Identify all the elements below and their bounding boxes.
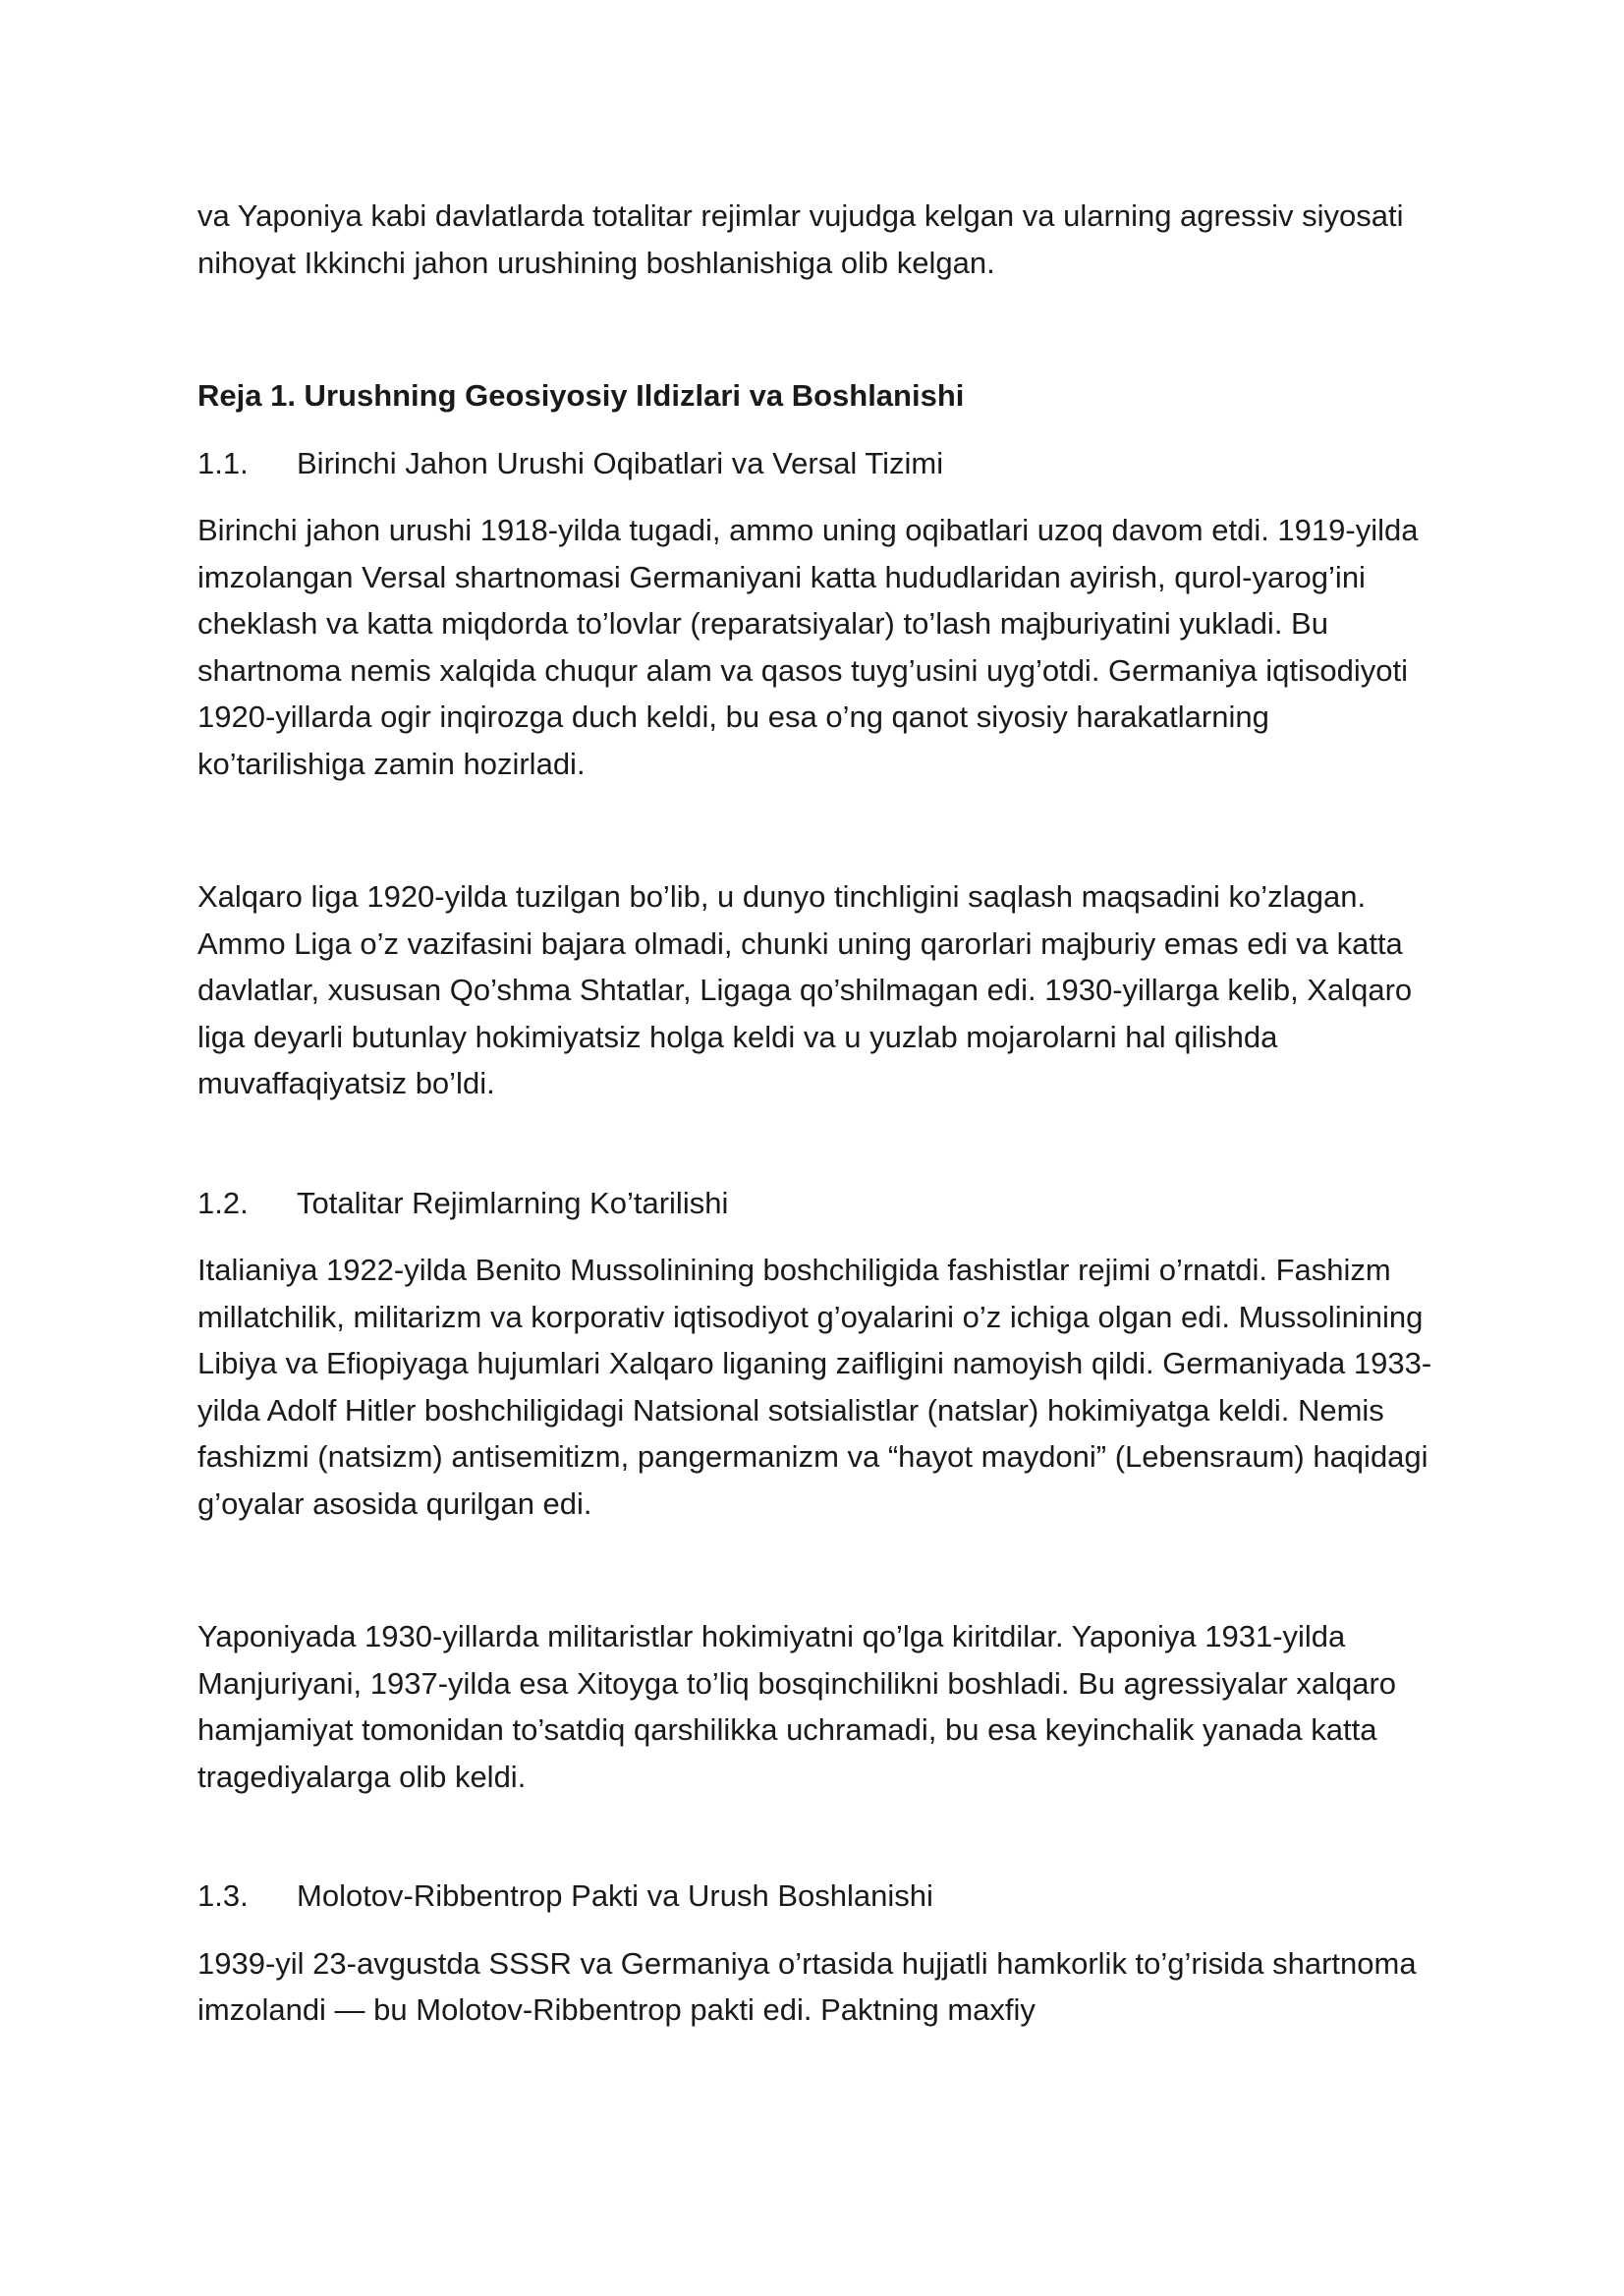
paragraph: Italianiya 1922-yilda Benito Mussolinining boshchiligida fashistlar rejimi o’rnatdi. Fashizm millatchilik, militarizm va korporativ iqtisodiyot g’oyalarini o’z ichiga olgan edi. Mussolinining Libiya va Efiopiyaga hujumlari Xalqaro liganing zaifligini namoyish qildi. Germaniyada 1933-yilda Adolf Hitler boshchiligidagi Natsional sotsialistlar (natslar) hokimiyatga keldi. Nemis fashizmi (natsizm) antisemitizm, pangermanizm va “hayot maydoni” (Lebensraum) haqidagi g’oyalar asosida qurilgan edi.: [197, 1253, 1432, 1521]
paragraph: Yaponiyada 1930-yillarda militaristlar hokimiyatni qo’lga kiritdilar. Yaponiya 1931-yilda Manjuriyani, 1937-yilda esa Xitoyga to’liq bosqinchilikni boshladi. Bu agressiyalar xalqaro hamjamiyat tomonidan to’satdiq qarshilikka uchramadi, bu esa keyinchalik yanada katta tragediyalarga olib keldi.: [197, 1619, 1397, 1794]
paragraph: Birinchi jahon urushi 1918-yilda tugadi, ammo uning oqibatlari uzoq davom etdi. 1919-yilda imzolangan Versal shartnomasi Germaniyani katta hududlaridan ayirish, qurol-yarog’ini cheklash va katta miqdorda to’lovlar (reparatsiyalar) to’lash majburiyatini yukladi. Bu shartnoma nemis xalqida chuqur alam va qasos tuyg’usini uyg’otdi. Germaniya iqtisodiyoti 1920-yillarda ogir inqirozga duch keldi, bu esa o’ng qanot siyosiy harakatlarning ko’tarilishiga zamin hozirladi.: [197, 513, 1419, 781]
subsection-title: Molotov-Ribbentrop Pakti va Urush Boshlanishi: [297, 1878, 933, 1913]
intro-paragraph: va Yaponiya kabi davlatlarda totalitar rejimlar vujudga kelgan va ularning agressiv siyosati nihoyat Ikkinchi jahon urushining boshlanishiga olib kelgan.: [197, 198, 1404, 280]
document-body: [197, 193, 1435, 2034]
subsection-number: 1.2.: [197, 1185, 249, 1220]
subsection-heading-1-2: [197, 1180, 1435, 1227]
subsection-heading-1-1: [197, 440, 1435, 487]
subsection-number: 1.3.: [197, 1878, 249, 1913]
subsection-number: 1.1.: [197, 445, 249, 480]
subsection-title: Totalitar Rejimlarning Ko’tarilishi: [297, 1185, 729, 1220]
section-heading: Reja 1. Urushning Geosiyosiy Ildizlari va Boshlanishi: [197, 378, 965, 413]
subsection-title: Birinchi Jahon Urushi Oqibatlari va Versal Tizimi: [297, 445, 944, 480]
paragraph: 1939-yil 23-avgustda SSSR va Germaniya o’rtasida hujjatli hamkorlik to’g’risida shartnoma imzolandi — bu Molotov-Ribbentrop pakti edi. Paktning maxfiy: [197, 1945, 1417, 2027]
subsection-heading-1-3: [197, 1873, 1435, 1920]
paragraph: Xalqaro liga 1920-yilda tuzilgan bo’lib, u dunyo tinchligini saqlash maqsadini ko’zlagan. Ammo Liga o’z vazifasini bajara olmadi, chunki uning qarorlari majburiy emas edi va katta davlatlar, xususan Qo’shma Shtatlar, Ligaga qo’shilmagan edi. 1930-yillarga kelib, Xalqaro liga deyarli butunlay hokimiyatsiz holga keldi va u yuzlab mojarolarni hal qilishda muvaffaqiyatsiz bo’ldi.: [197, 879, 1413, 1100]
